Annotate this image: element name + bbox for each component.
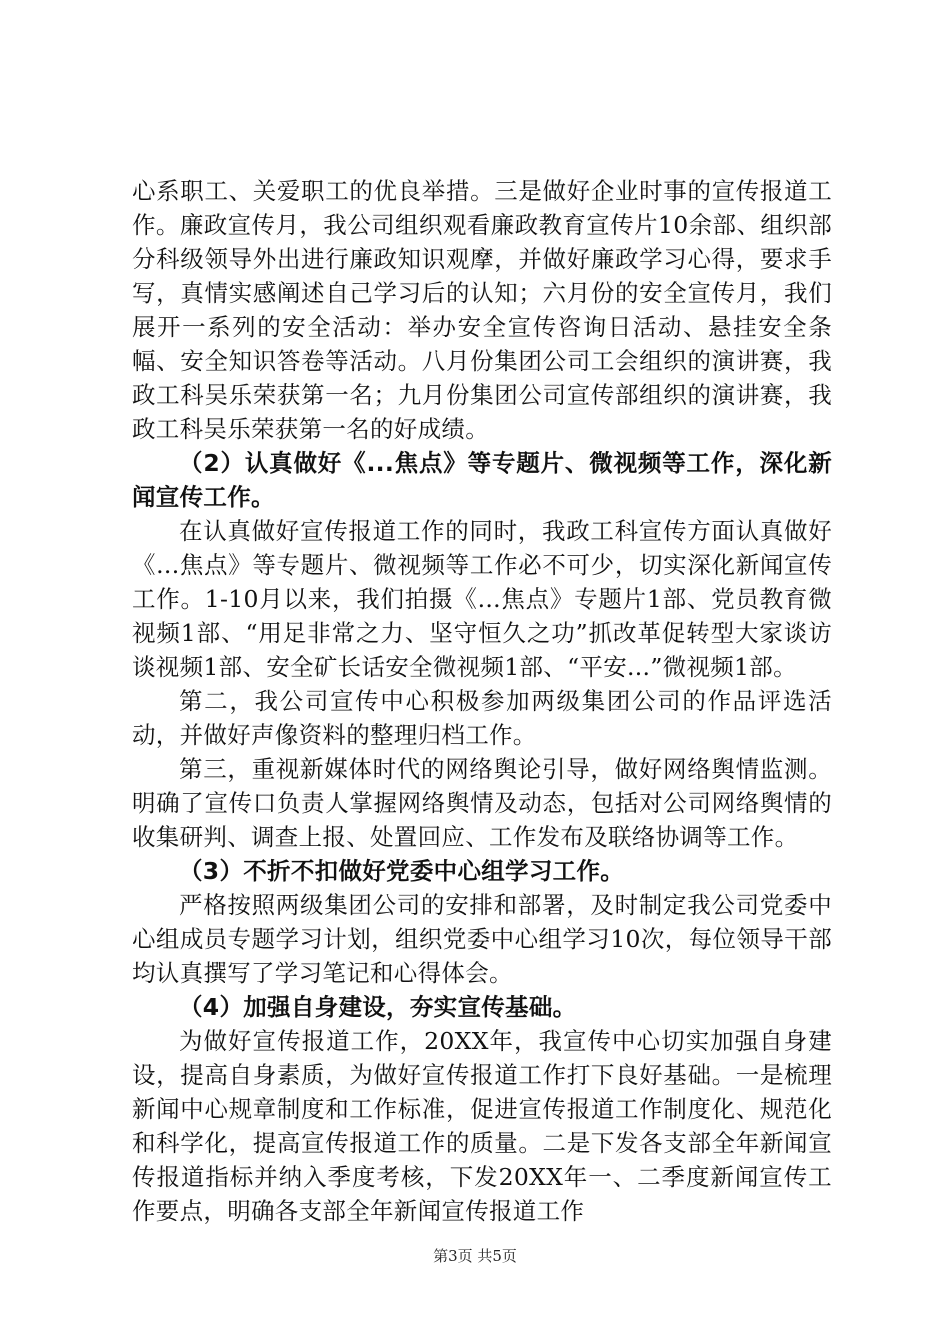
document-body	[132, 174, 832, 1228]
paragraph-second: 第二，我公司宣传中心积极参加两级集团公司的作品评选活动，并做好声像资料的整理归档工作。	[132, 687, 832, 749]
paragraph-study: 严格按照两级集团公司的安排和部署，及时制定我公司党委中心组成员专题学习计划，组织党委中心组学习10次，每位领导干部均认真撰写了学习笔记和心得体会。	[132, 891, 832, 987]
paragraph-third: 第三，重视新媒体时代的网络舆论引导，做好网络舆情监测。明确了宣传口负责人掌握网络舆情及动态，包括对公司网络舆情的收集研判、调查上报、处置回应、工作发布及联络协调等工作。	[132, 755, 832, 851]
section-heading-3: （3）不折不扣做好党委中心组学习工作。	[179, 857, 625, 885]
paragraph-video-work: 在认真做好宣传报道工作的同时，我政工科宣传方面认真做好《...焦点》等专题片、微视频等工作必不可少，切实深化新闻宣传工作。1-10月以来，我们拍摄《...焦点》专题片1部、党员教育微视频1部、“用足非常之力、坚守恒久之功”抓改革促转型大家谈访谈视频1部、安全矿长话安全微视频1部、“平安...”微视频1部。	[132, 517, 832, 681]
paragraph-self-building: 为做好宣传报道工作，20XX年，我宣传中心切实加强自身建设，提高自身素质，为做好宣传报道工作打下良好基础。一是梳理新闻中心规章制度和工作标准，促进宣传报道工作制度化、规范化和科学化，提高宣传报道工作的质量。二是下发各支部全年新闻宣传报道指标并纳入季度考核，下发20XX年一、二季度新闻宣传工作要点，明确各支部全年新闻宣传报道工作	[132, 1027, 832, 1225]
section-heading-4: （4）加强自身建设，夯实宣传基础。	[179, 993, 577, 1021]
paragraph-continuation: 心系职工、关爱职工的优良举措。三是做好企业时事的宣传报道工作。廉政宣传月，我公司组织观看廉政教育宣传片10余部、组织部分科级领导外出进行廉政知识观摩，并做好廉政学习心得，要求手写，真情实感阐述自己学习后的认知；六月份的安全宣传月，我们展开一系列的安全活动：举办安全宣传咨询日活动、悬挂安全条幅、安全知识答卷等活动。八月份集团公司工会组织的演讲赛，我政工科吴乐荣获第一名；九月份集团公司宣传部组织的演讲赛，我政工科吴乐荣获第一名的好成绩。	[132, 177, 832, 443]
page-number-footer: 第3页 共5页	[433, 1247, 517, 1265]
section-heading-2: （2）认真做好《...焦点》等专题片、微视频等工作，深化新闻宣传工作。	[132, 449, 832, 511]
